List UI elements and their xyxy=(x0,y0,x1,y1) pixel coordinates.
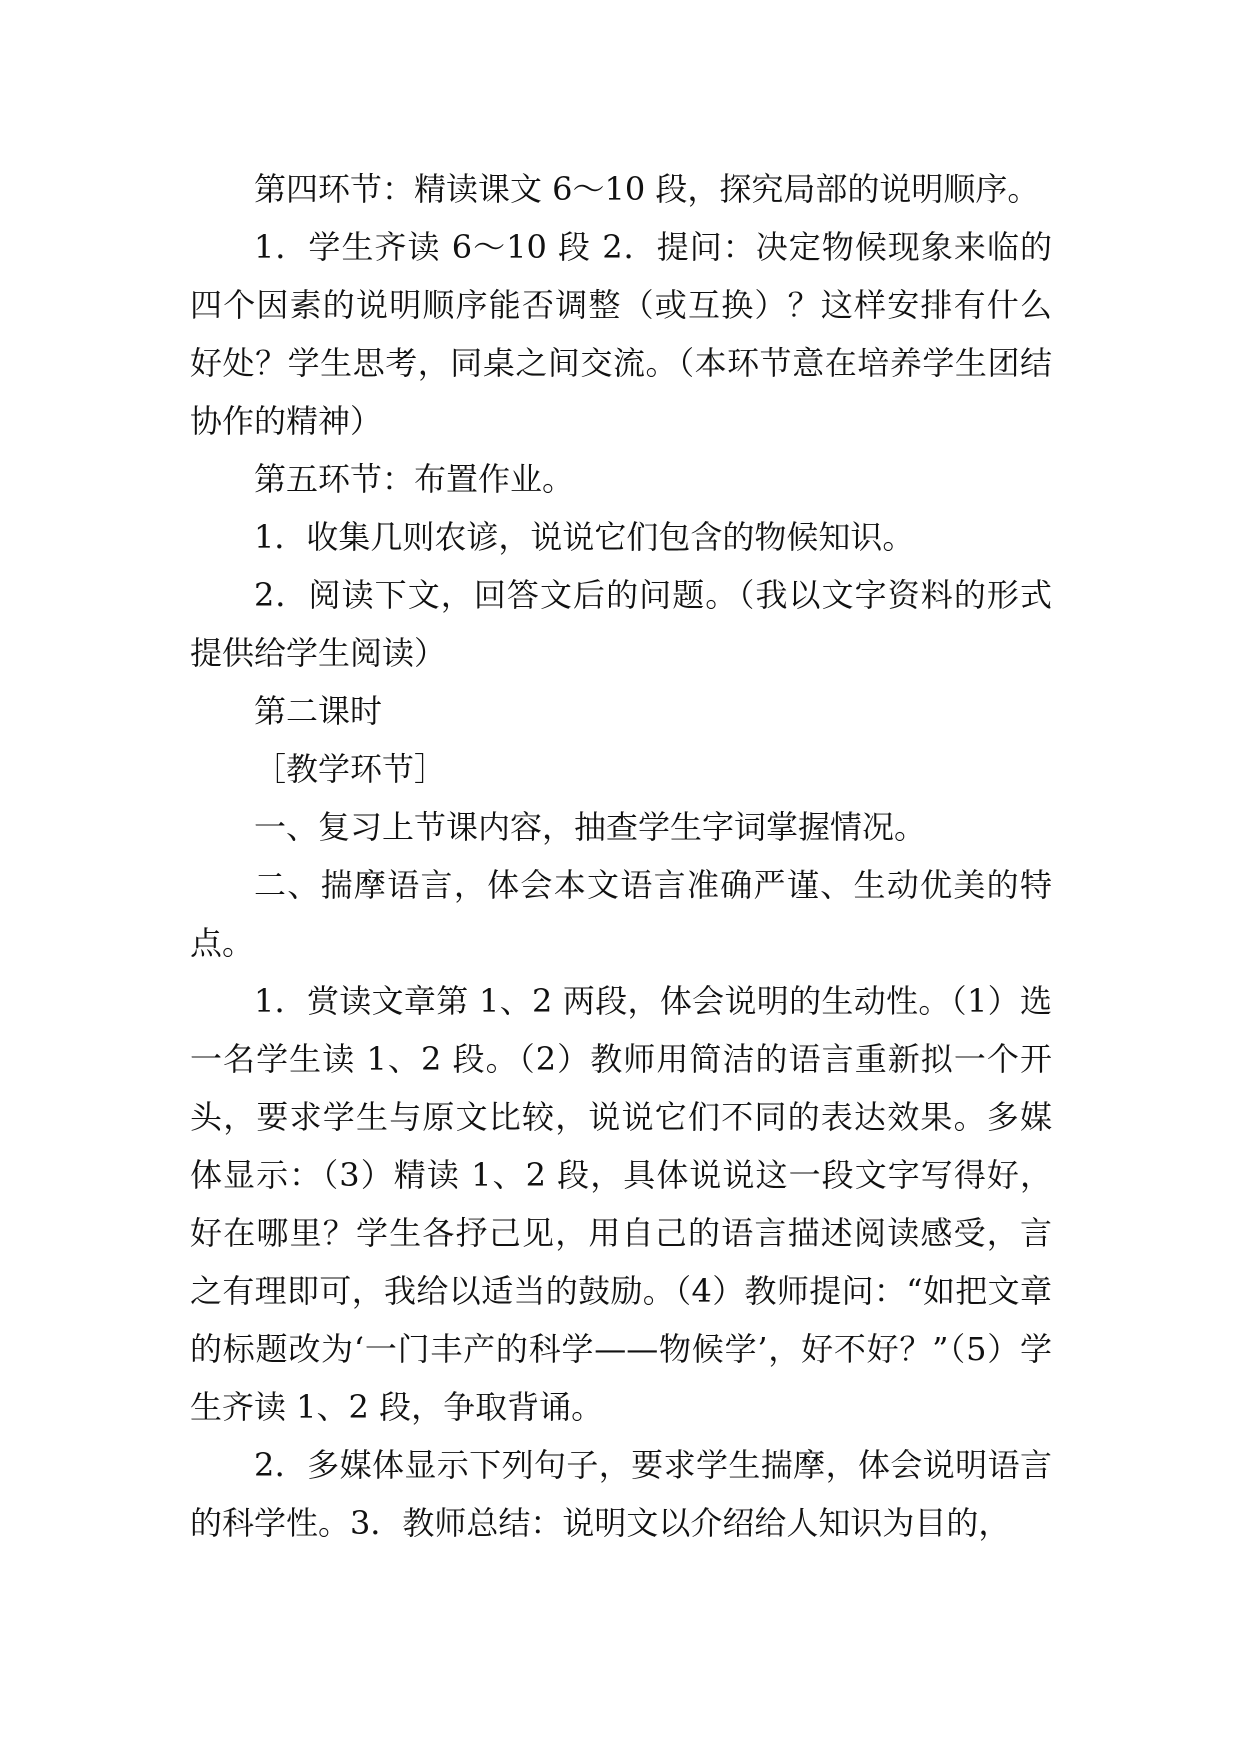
paragraph: 二、揣摩语言，体会本文语言准确严谨、生动优美的特点。 xyxy=(190,866,1052,962)
section-subheading: ［教学环节］ xyxy=(254,750,447,788)
paragraph: 1．收集几则农谚，说说它们包含的物候知识。 xyxy=(254,518,915,556)
document-page xyxy=(190,160,1052,1552)
paragraph: 2．多媒体显示下列句子，要求学生揣摩，体会说明语言的科学性。3．教师总结：说明文以介绍给人知识为目的， xyxy=(190,1446,1052,1542)
paragraph: 2．阅读下文，回答文后的问题。（我以文字资料的形式提供给学生阅读） xyxy=(190,576,1052,672)
paragraph: 一、复习上节课内容，抽查学生字词掌握情况。 xyxy=(254,808,927,846)
paragraph: 第五环节：布置作业。 xyxy=(254,460,575,498)
paragraph: 1．学生齐读 6～10 段 2．提问：决定物候现象来临的四个因素的说明顺序能否调整（或互换）？这样安排有什么好处？学生思考，同桌之间交流。（本环节意在培养学生团结协作的精神） xyxy=(190,228,1052,440)
section-heading: 第二课时 xyxy=(254,692,383,730)
paragraph: 1．赏读文章第 1、2 两段，体会说明的生动性。（1）选一名学生读 1、2 段。（2）教师用简洁的语言重新拟一个开头，要求学生与原文比较，说说它们不同的表达效果。多媒体显示：（3）精读 1、2 段，具体说说这一段文字写得好，好在哪里？学生各抒己见，用自己的语言描述阅读感受，言之有理即可，我给以适当的鼓励。（4）教师提问：“如把文章的标题改为‘一门丰产的科学——物候学’，好不好？”（5）学生齐读 1、2 段，争取背诵。 xyxy=(190,982,1052,1426)
paragraph: 第四环节：精读课文 6～10 段，探究局部的说明顺序。 xyxy=(254,170,1040,208)
